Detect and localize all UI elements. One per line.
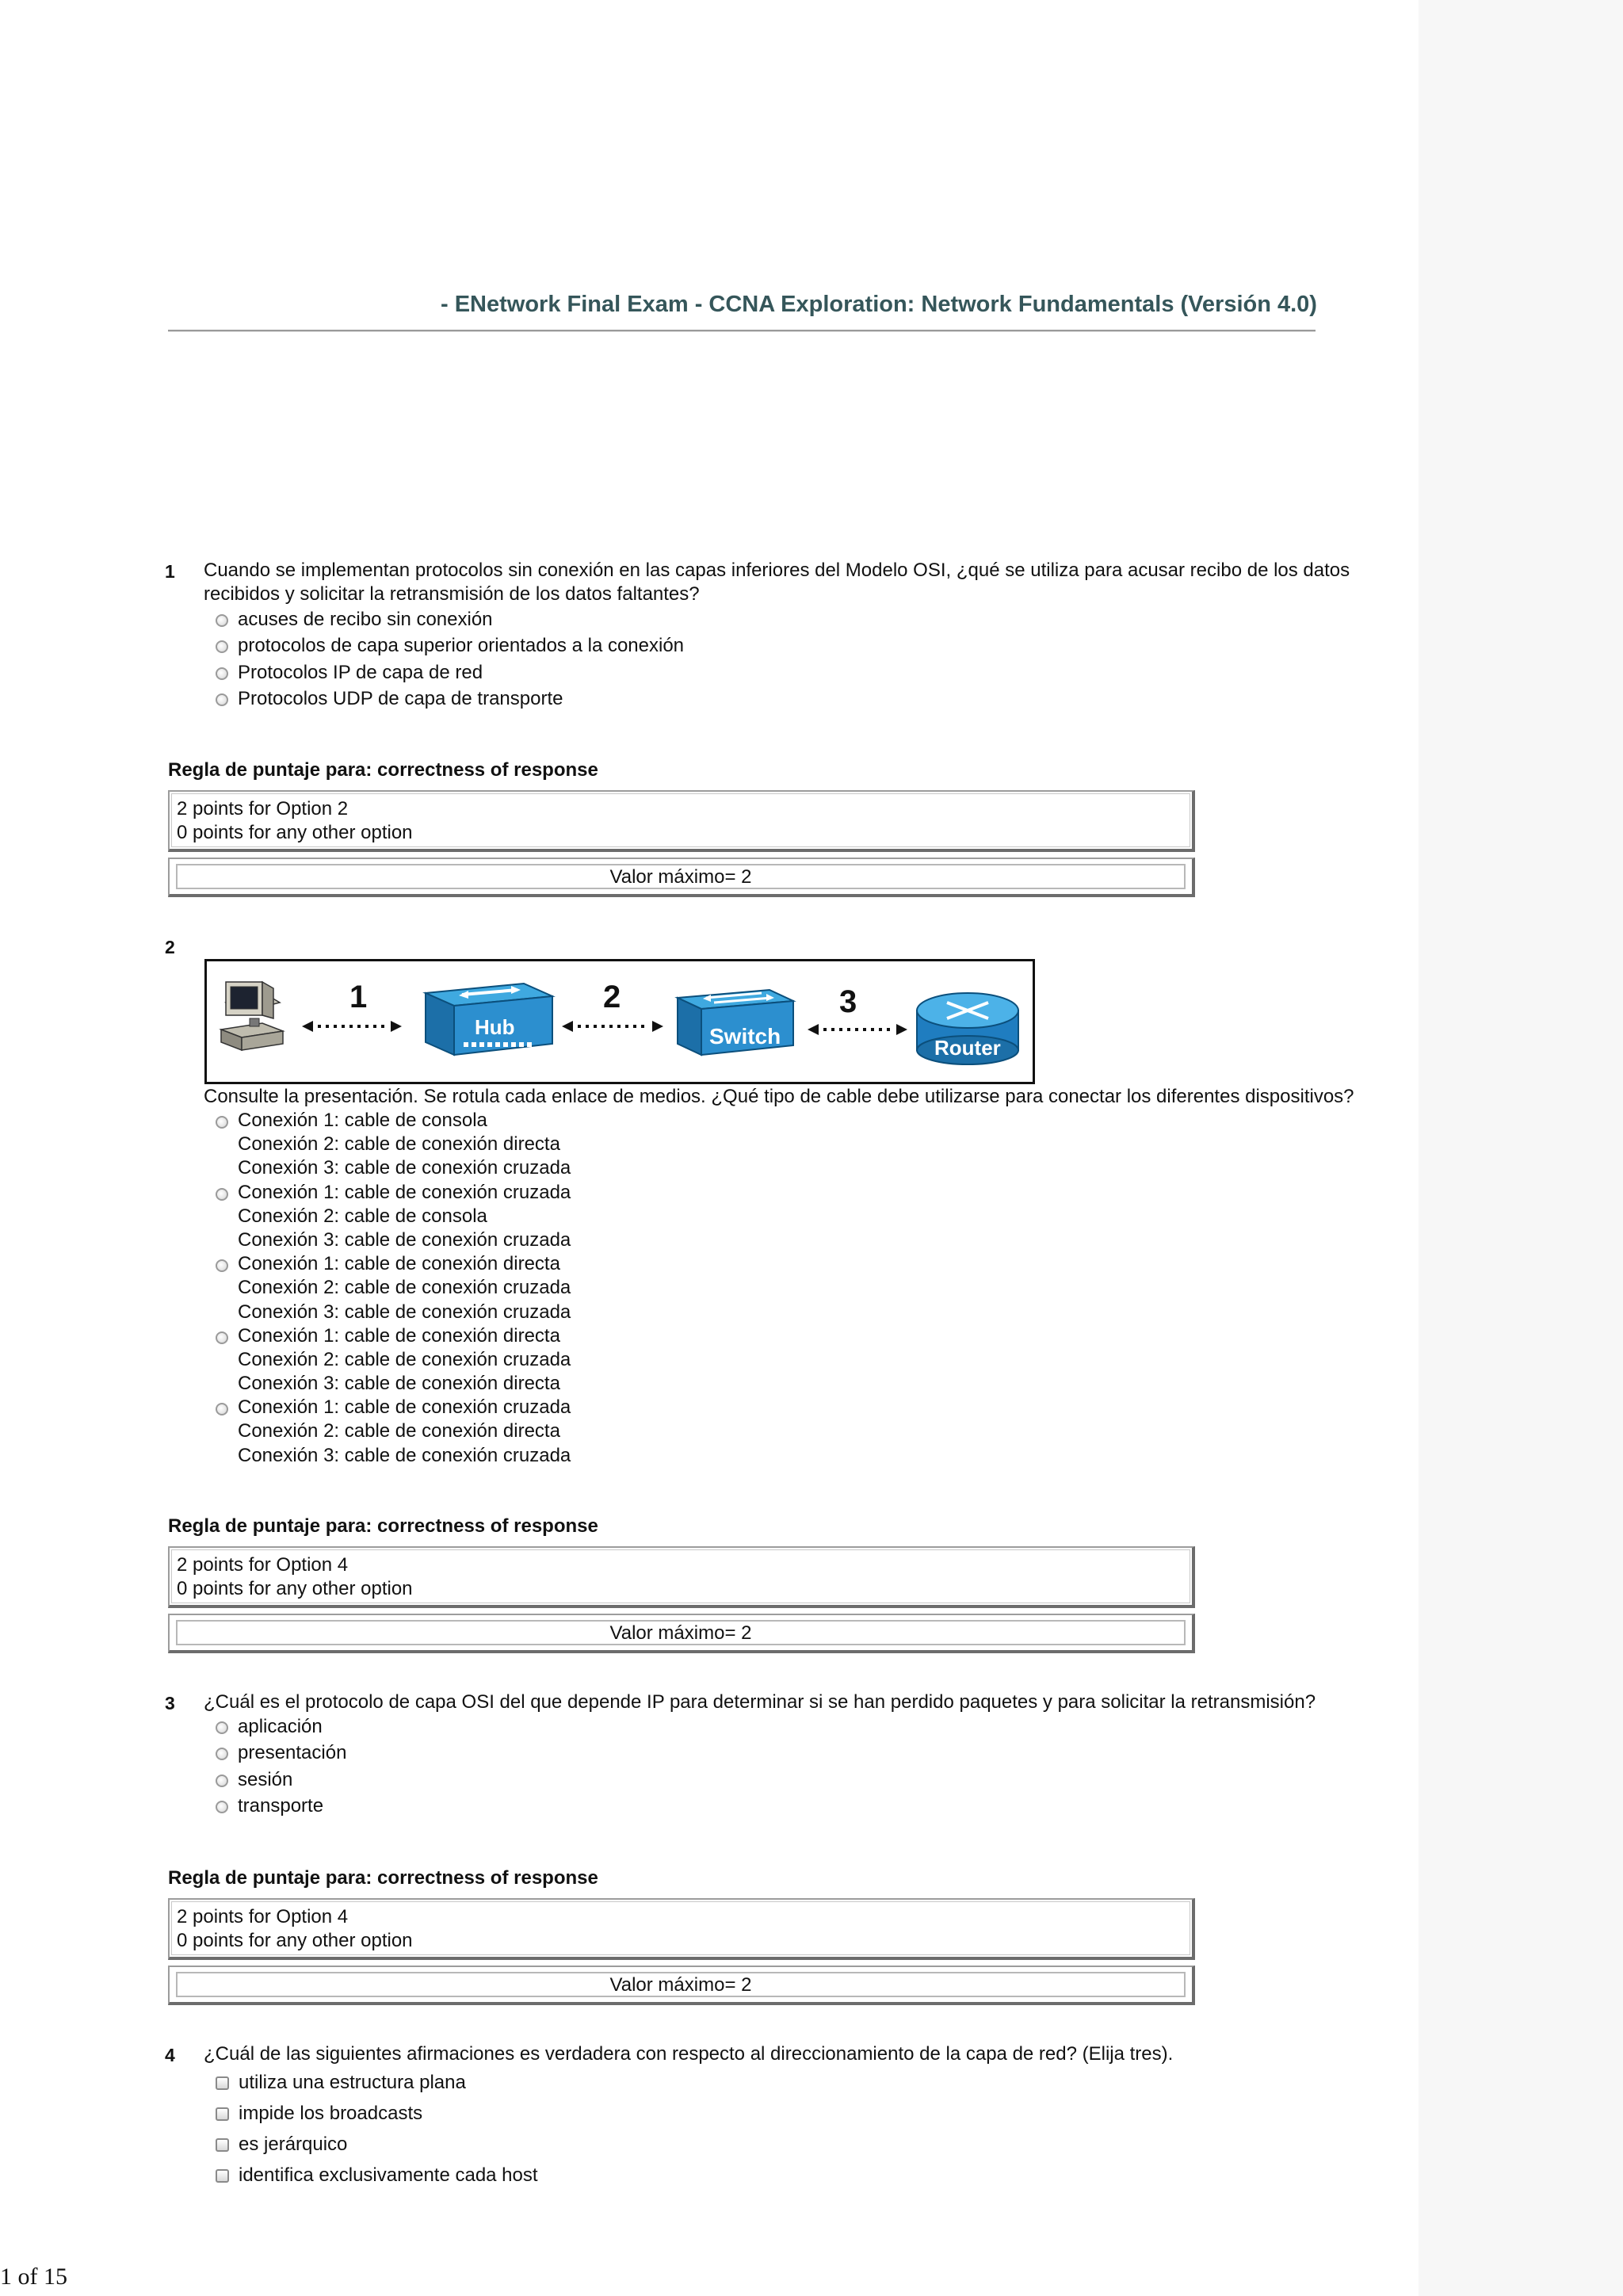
- radio-button[interactable]: [216, 1748, 228, 1760]
- max-value: Valor máximo= 2: [176, 1620, 1186, 1645]
- hub-label: Hub: [475, 1015, 515, 1039]
- question-text: Cuando se implementan protocolos sin conexión en las capas inferiores del Modelo OSI, ¿qué se utiliza para acusar recibo de los datos recibidos y solicitar la retransmisión de los datos faltantes?: [204, 560, 1350, 605]
- question-number: 4: [165, 2045, 175, 2065]
- question-text: Consulte la presentación. Se rotula cada enlace de medios. ¿Qué tipo de cable debe utilizarse para conectar los diferentes dispositivos?: [204, 1086, 1354, 1107]
- option-5[interactable]: Conexión 1: cable de conexión cruzada Conexión 2: cable de conexión directa Conexión 3: cable de conexión cruzada: [216, 1396, 571, 1468]
- router-icon: [917, 993, 1018, 1064]
- exam-title: - ENetwork Final Exam - CCNA Exploration: Network Fundamentals (Versión 4.0): [441, 292, 1317, 317]
- radio-button[interactable]: [216, 614, 228, 627]
- option-2[interactable]: impide los broadcasts: [216, 2101, 538, 2132]
- link-label-3: 3: [839, 984, 857, 1019]
- option-1[interactable]: aplicación: [216, 1714, 346, 1740]
- option-3[interactable]: sesión: [216, 1767, 346, 1794]
- score-box: [168, 790, 1195, 852]
- radio-button[interactable]: [216, 1188, 228, 1201]
- switch-label: Switch: [709, 1024, 781, 1049]
- option-2[interactable]: Conexión 1: cable de conexión cruzada Conexión 2: cable de consola Conexión 3: cable de conexión cruzada: [216, 1181, 571, 1253]
- score-line: 2 points for Option 4: [177, 1554, 349, 1576]
- hub-icon: [426, 984, 552, 1055]
- option-2[interactable]: presentación: [216, 1740, 346, 1767]
- radio-button[interactable]: [216, 667, 228, 680]
- checkbox[interactable]: [216, 2076, 229, 2090]
- question-number: 1: [165, 561, 175, 582]
- score-line: 0 points for any other option: [177, 1930, 413, 1951]
- checkbox[interactable]: [216, 2107, 229, 2121]
- option-2[interactable]: protocolos de capa superior orientados a la conexión: [216, 633, 684, 659]
- max-value: Valor máximo= 2: [176, 864, 1186, 889]
- checkbox[interactable]: [216, 2138, 229, 2152]
- radio-button[interactable]: [216, 1403, 228, 1415]
- score-line: 0 points for any other option: [177, 1578, 413, 1599]
- score-box: [168, 1546, 1195, 1608]
- pc-icon: [221, 982, 283, 1050]
- scoring-rule-heading: Regla de puntaje para: correctness of response: [168, 1867, 598, 1889]
- link-label-1: 1: [349, 980, 368, 1014]
- options-list: [216, 1109, 571, 1468]
- option-1[interactable]: Conexión 1: cable de consola Conexión 2: cable de conexión directa Conexión 3: cable de conexión cruzada: [216, 1109, 571, 1181]
- option-4[interactable]: identifica exclusivamente cada host: [216, 2163, 538, 2194]
- radio-button[interactable]: [216, 1721, 228, 1734]
- radio-button[interactable]: [216, 1259, 228, 1272]
- radio-button[interactable]: [216, 1775, 228, 1787]
- radio-button[interactable]: [216, 1116, 228, 1129]
- network-topology-diagram: [204, 959, 1035, 1084]
- question-number: 3: [165, 1693, 175, 1713]
- right-margin-panel: [1419, 0, 1623, 2296]
- max-value-box: [168, 1966, 1195, 2005]
- score-line: 2 points for Option 2: [177, 798, 349, 819]
- radio-button[interactable]: [216, 1331, 228, 1344]
- score-line: 2 points for Option 4: [177, 1906, 349, 1927]
- link-2-arrow: [562, 1021, 663, 1032]
- options-list: [216, 2070, 538, 2194]
- option-4[interactable]: Protocolos UDP de capa de transporte: [216, 686, 684, 712]
- router-label: Router: [934, 1036, 1001, 1060]
- max-value-box: [168, 1614, 1195, 1653]
- max-value-box: [168, 858, 1195, 897]
- link-3-arrow: [808, 1024, 907, 1035]
- options-list: [216, 1714, 346, 1820]
- link-1-arrow: [302, 1021, 402, 1032]
- checkbox[interactable]: [216, 2169, 229, 2183]
- question-number: 2: [165, 937, 175, 957]
- scoring-rule-heading: Regla de puntaje para: correctness of response: [168, 759, 598, 781]
- scoring-rule-heading: Regla de puntaje para: correctness of response: [168, 1515, 598, 1537]
- option-3[interactable]: es jerárquico: [216, 2132, 538, 2163]
- question-text: ¿Cuál es el protocolo de capa OSI del que depende IP para determinar si se han perdido paquetes y para solicitar la retransmisión?: [204, 1691, 1316, 1713]
- question-text: ¿Cuál de las siguientes afirmaciones es verdadera con respecto al direccionamiento de la capa de red? (Elija tres).: [204, 2043, 1174, 2065]
- page-counter: 1 of 15: [0, 2264, 67, 2290]
- options-list: [216, 607, 684, 713]
- option-3[interactable]: Protocolos IP de capa de red: [216, 660, 684, 686]
- option-4[interactable]: Conexión 1: cable de conexión directa Conexión 2: cable de conexión cruzada Conexión 3: cable de conexión directa: [216, 1324, 571, 1396]
- score-box: [168, 1898, 1195, 1960]
- title-divider: [168, 330, 1316, 332]
- link-label-2: 2: [603, 980, 621, 1014]
- radio-button[interactable]: [216, 693, 228, 706]
- option-1[interactable]: utiliza una estructura plana: [216, 2070, 538, 2101]
- option-3[interactable]: Conexión 1: cable de conexión directa Conexión 2: cable de conexión cruzada Conexión 3: cable de conexión cruzada: [216, 1252, 571, 1324]
- max-value: Valor máximo= 2: [176, 1972, 1186, 1997]
- option-1[interactable]: acuses de recibo sin conexión: [216, 607, 684, 633]
- radio-button[interactable]: [216, 640, 228, 653]
- switch-icon: [678, 990, 793, 1055]
- option-4[interactable]: transporte: [216, 1794, 346, 1820]
- score-line: 0 points for any other option: [177, 822, 413, 843]
- radio-button[interactable]: [216, 1801, 228, 1813]
